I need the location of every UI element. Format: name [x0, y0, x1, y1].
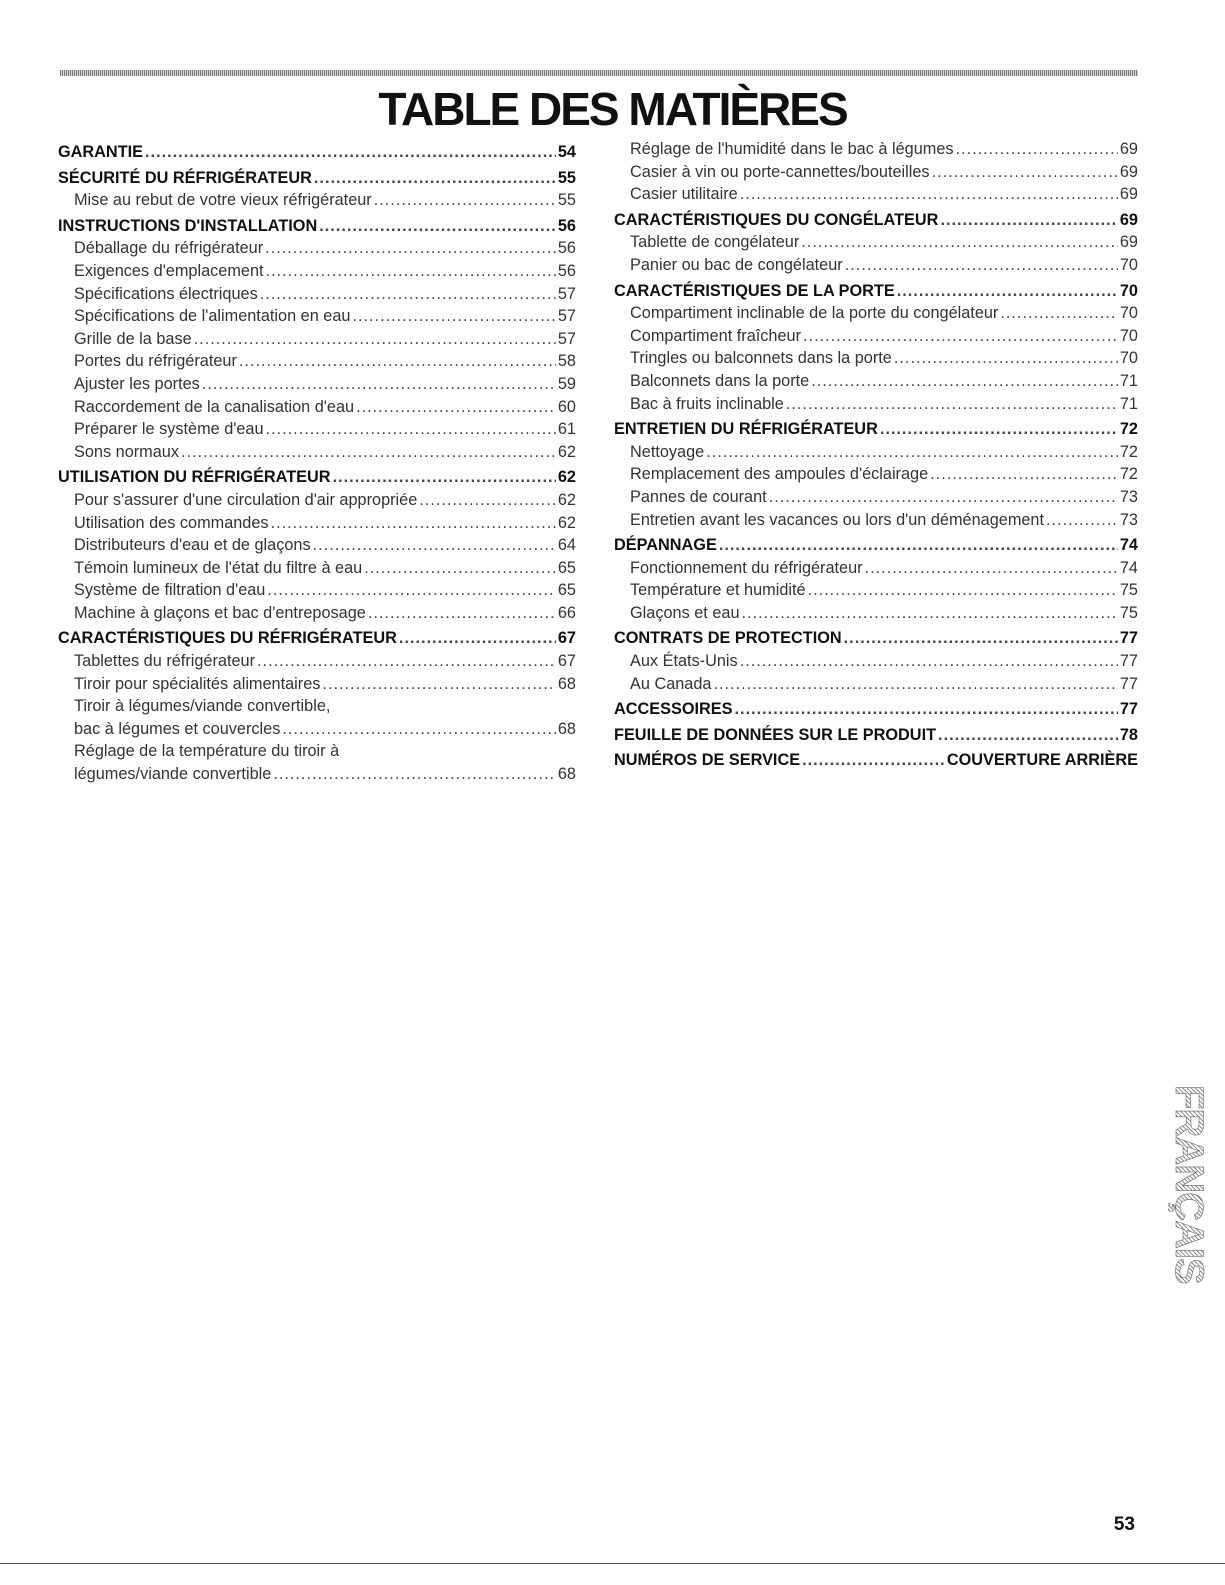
toc-subentry[interactable]	[58, 534, 576, 557]
toc-leader-dots	[333, 466, 556, 489]
toc-section-entry[interactable]	[614, 627, 1138, 650]
toc-entry-label: GARANTIE	[58, 143, 144, 161]
toc-leader-dots	[202, 373, 556, 396]
toc-entry-label: SÉCURITÉ DU RÉFRIGÉRATEUR	[58, 168, 312, 187]
toc-line: Tiroir à légumes/viande convertible,	[74, 697, 331, 716]
toc-entry-page: 56	[557, 239, 576, 258]
toc-entry-page: 69	[1119, 162, 1138, 181]
toc-subentry[interactable]	[58, 512, 576, 535]
toc-entry-label: CARACTÉRISTIQUES DE LA PORTE	[614, 281, 895, 300]
toc-entry-page: 62	[557, 468, 576, 487]
toc-subentry[interactable]	[58, 373, 576, 396]
toc-entry-label: Spécifications de l'alimentation en eau	[74, 307, 351, 326]
toc-leader-dots	[266, 260, 556, 283]
toc-entry-page: 57	[557, 307, 576, 326]
toc-entry-page: 72	[1119, 442, 1138, 461]
toc-subentry[interactable]	[58, 237, 576, 260]
toc-leader-dots	[894, 347, 1118, 370]
toc-subentry[interactable]	[58, 260, 576, 283]
side-language-graphic	[1168, 1085, 1212, 1350]
toc-leader-dots	[271, 512, 556, 535]
toc-entry-page: 70	[1119, 255, 1138, 274]
page-title: TABLE DES MATIÈRES	[378, 83, 847, 135]
toc-entry-page: 74	[1119, 558, 1138, 577]
toc-leader-dots	[364, 557, 556, 580]
toc-leader-dots	[802, 749, 945, 772]
toc-leader-dots	[740, 183, 1118, 206]
toc-leader-dots	[313, 534, 556, 557]
toc-entry-page: 72	[1119, 420, 1138, 439]
toc-leader-dots	[706, 441, 1118, 464]
toc-entry-label: Système de filtration d'eau	[74, 581, 266, 600]
toc-entry-label: Préparer le système d'eau	[74, 420, 264, 439]
toc-leader-dots	[740, 650, 1118, 673]
toc-section-entry[interactable]	[58, 167, 576, 190]
toc-entry-page: 59	[557, 374, 576, 393]
toc-leader-dots	[880, 418, 1118, 441]
toc-entry-label: Mise au rebut de votre vieux réfrigérateur	[74, 191, 372, 210]
toc-entry-page: 73	[1119, 510, 1138, 529]
side-language-label	[1168, 1085, 1212, 1350]
toc-leader-dots	[713, 673, 1117, 696]
toc-entry-page: 55	[557, 168, 576, 187]
toc-subentry[interactable]	[614, 325, 1138, 348]
toc-subentry[interactable]	[58, 418, 576, 441]
toc-entry-label: Raccordement de la canalisation d'eau	[74, 397, 355, 416]
svg-text:FRANÇAIS: FRANÇAIS	[1168, 1085, 1211, 1284]
toc-leader-dots	[181, 441, 556, 464]
toc-leader-dots	[265, 237, 556, 260]
toc-subentry[interactable]	[58, 650, 576, 673]
toc-entry-page: 60	[557, 397, 576, 416]
toc-leader-dots	[282, 718, 556, 741]
toc-entry-page: 74	[1119, 536, 1138, 555]
toc-subentry[interactable]	[58, 489, 576, 512]
toc-leader-dots	[801, 231, 1118, 254]
toc-subentry[interactable]	[58, 673, 576, 696]
toc-entry-label: UTILISATION DU RÉFRIGÉRATEUR	[58, 468, 331, 487]
toc-entry-page: 77	[1119, 700, 1138, 719]
toc-leader-dots	[266, 418, 556, 441]
toc-entry-label: Casier à vin ou porte-cannettes/bouteilles	[630, 162, 930, 181]
toc-entry-page: 77	[1119, 629, 1138, 648]
toc-line: Réglage de la température du tiroir à	[74, 742, 340, 761]
toc-leader-dots	[742, 602, 1118, 625]
toc-entry-page: 57	[557, 329, 576, 348]
toc-entry-page: 73	[1119, 487, 1138, 506]
toc-entry-label: Pour s'assurer d'une circulation d'air appropriée	[74, 490, 418, 509]
toc-entry-page: 68	[557, 765, 576, 784]
toc-entry-page: 61	[557, 420, 576, 439]
toc-entry-page: 71	[1119, 371, 1138, 390]
toc-section-entry[interactable]	[614, 280, 1138, 303]
toc-entry-label: ENTRETIEN DU RÉFRIGÉRATEUR	[614, 420, 878, 439]
toc-leader-dots	[267, 579, 556, 602]
toc-subentry[interactable]	[58, 328, 576, 351]
toc-entry-label: Utilisation des commandes	[74, 513, 269, 532]
toc-subentry[interactable]	[58, 189, 576, 212]
toc-entry-label: Tablettes du réfrigérateur	[74, 652, 256, 671]
toc-leader-dots	[145, 141, 556, 164]
toc-subentry[interactable]	[614, 254, 1138, 277]
toc-entry-page: 58	[557, 352, 576, 371]
toc-subentry[interactable]	[614, 393, 1138, 416]
toc-entry-label: CARACTÉRISTIQUES DU RÉFRIGÉRATEUR	[58, 629, 397, 648]
toc-leader-dots	[374, 189, 556, 212]
toc-leader-dots	[844, 627, 1118, 650]
toc-leader-dots	[356, 396, 556, 419]
toc-entry-label: Tablette de congélateur	[630, 233, 800, 252]
toc-entry-page: 56	[557, 216, 576, 235]
toc-entry-page: 70	[1119, 326, 1138, 345]
toc-leader-dots	[1046, 509, 1118, 532]
toc-subentry[interactable]	[614, 509, 1138, 532]
toc-leader-dots	[1000, 302, 1118, 325]
toc-leader-dots	[419, 489, 556, 512]
toc-leader-dots	[938, 724, 1118, 747]
toc-entry-page: 75	[1119, 603, 1138, 622]
toc-entry-page: 77	[1119, 652, 1138, 671]
toc-entry-label: Remplacement des ampoules d'éclairage	[630, 465, 929, 484]
toc-leader-dots	[314, 167, 556, 190]
top-rule	[60, 70, 1138, 76]
toc-entry-page: 67	[557, 652, 576, 671]
toc-entry-page: 57	[557, 284, 576, 303]
toc-entry-page: 54	[557, 143, 576, 161]
toc-entry-label: Témoin lumineux de l'état du filtre à eau	[74, 558, 363, 577]
toc-entry-label: Tringles ou balconnets dans la porte	[630, 349, 892, 368]
toc-subentry[interactable]	[58, 763, 576, 786]
toc-section-entry[interactable]	[58, 627, 576, 650]
toc-subentry[interactable]	[614, 673, 1138, 696]
toc-entry-label: Aux États-Unis	[630, 652, 738, 671]
toc-entry-page: 70	[1119, 281, 1138, 300]
toc-entry-label: FEUILLE DE DONNÉES SUR LE PRODUIT	[614, 725, 937, 744]
toc-entry-label: Spécifications électriques	[74, 284, 258, 303]
toc-entry-page: 68	[557, 674, 576, 693]
toc-entry-page: 68	[557, 719, 576, 738]
toc-subentry[interactable]	[614, 231, 1138, 254]
toc-entry-label: bac à légumes et couvercles	[74, 719, 281, 738]
toc-entry-page: 66	[557, 603, 576, 622]
toc-leader-dots	[368, 602, 556, 625]
toc-subentry[interactable]	[58, 557, 576, 580]
toc-section-entry[interactable]	[614, 534, 1138, 557]
toc-entry-label: Glaçons et eau	[630, 603, 740, 622]
toc-subentry[interactable]	[58, 283, 576, 306]
bottom-rule	[0, 1563, 1225, 1564]
toc-entry-label: CONTRATS DE PROTECTION	[614, 629, 842, 648]
toc-leader-dots	[930, 463, 1118, 486]
toc-section-entry[interactable]	[614, 209, 1138, 232]
toc-entry-label: Exigences d'emplacement	[74, 261, 264, 280]
toc-subentry[interactable]	[614, 183, 1138, 206]
toc-entry-page: 62	[557, 442, 576, 461]
toc-leader-dots	[932, 161, 1118, 184]
toc-entry-label: Fonctionnement du réfrigérateur	[630, 558, 863, 577]
toc-entry-label: Portes du réfrigérateur	[74, 352, 237, 371]
toc-subentry[interactable]	[614, 557, 1138, 580]
toc-subentry[interactable]	[614, 579, 1138, 602]
toc-leader-dots	[319, 215, 556, 238]
toc-leader-dots	[239, 350, 556, 373]
toc-entry-label: Bac à fruits inclinable	[630, 394, 784, 413]
toc-leader-dots	[811, 370, 1118, 393]
toc-entry-label: Pannes de courant	[630, 487, 767, 506]
toc-subentry[interactable]	[614, 463, 1138, 486]
toc-entry-page: 70	[1119, 349, 1138, 368]
toc-leader-dots	[352, 305, 555, 328]
toc-leader-dots	[865, 557, 1118, 580]
toc-entry-label: Grille de la base	[74, 329, 192, 348]
toc-subentry[interactable]	[58, 350, 576, 373]
toc-entry-page: 56	[557, 261, 576, 280]
toc-entry-label: Ajuster les portes	[74, 374, 200, 393]
toc-subentry[interactable]	[58, 718, 576, 741]
toc-subentry[interactable]	[614, 347, 1138, 370]
toc-entry-page: 67	[557, 629, 576, 648]
toc-entry-label: CARACTÉRISTIQUES DU CONGÉLATEUR	[614, 210, 939, 229]
toc-section-entry[interactable]	[614, 418, 1138, 441]
toc-entry-page: 62	[557, 490, 576, 509]
toc-entry-label: Tiroir pour spécialités alimentaires	[74, 674, 321, 693]
toc-left-column	[58, 138, 576, 786]
toc-leader-dots	[273, 763, 556, 786]
toc-leader-dots	[956, 138, 1118, 161]
toc-entry-label: Température et humidité	[630, 581, 806, 600]
toc-entry-label: Distributeurs d'eau et de glaçons	[74, 536, 311, 555]
toc-entry-label: INSTRUCTIONS D'INSTALLATION	[58, 216, 318, 235]
toc-section-entry[interactable]	[58, 215, 576, 238]
toc-entry-page: 78	[1119, 725, 1138, 744]
toc-subentry[interactable]	[58, 396, 576, 419]
page-number: 53	[1113, 1514, 1135, 1535]
toc-entry-page: 77	[1119, 674, 1138, 693]
toc-leader-dots	[399, 627, 556, 650]
toc-entry-label: Déballage du réfrigérateur	[74, 239, 264, 258]
toc-entry-page: 64	[557, 536, 576, 555]
toc-subentry[interactable]	[614, 486, 1138, 509]
toc-entry-label: NUMÉROS DE SERVICE	[614, 751, 801, 770]
toc-entry-label: Sons normaux	[74, 442, 179, 461]
toc-entry-page: 72	[1119, 465, 1138, 484]
toc-leader-dots	[808, 579, 1118, 602]
toc-leader-dots	[897, 280, 1118, 303]
toc-entry-label: Compartiment fraîcheur	[630, 326, 802, 345]
toc-leader-dots	[257, 650, 556, 673]
toc-leader-dots	[940, 209, 1117, 232]
toc-leader-dots	[260, 283, 556, 306]
toc-leader-dots	[194, 328, 556, 351]
toc-entry-page: 69	[1119, 185, 1138, 204]
toc-leader-dots	[845, 254, 1118, 277]
toc-entry-label: Au Canada	[630, 674, 712, 693]
toc-subentry[interactable]	[58, 579, 576, 602]
toc-entry-page: 55	[557, 191, 576, 210]
toc-entry-label: DÉPANNAGE	[614, 536, 717, 555]
toc-section-entry[interactable]	[614, 724, 1138, 747]
toc-entry-page: COUVERTURE ARRIÈRE	[946, 751, 1138, 770]
toc-subentry[interactable]	[614, 138, 1138, 161]
toc-leader-dots	[735, 698, 1118, 721]
toc-entry-label: Balconnets dans la porte	[630, 371, 810, 390]
toc-entry-label: Compartiment inclinable de la porte du congélateur	[630, 304, 999, 323]
toc-subentry[interactable]	[614, 441, 1138, 464]
toc-entry-label: Entretien avant les vacances ou lors d'un déménagement	[630, 510, 1045, 529]
toc-subentry[interactable]	[614, 161, 1138, 184]
toc-entry-label: ACCESSOIRES	[614, 700, 733, 719]
toc-entry-page: 69	[1119, 140, 1138, 158]
toc-right-column	[614, 138, 1138, 772]
toc-section-entry[interactable]	[614, 698, 1138, 721]
toc-entry-page: 65	[557, 581, 576, 600]
toc-leader-dots	[769, 486, 1118, 509]
toc-subentry[interactable]	[58, 602, 576, 625]
toc-subentry[interactable]	[614, 370, 1138, 393]
toc-entry-label: Casier utilitaire	[630, 185, 738, 204]
toc-entry-label: légumes/viande convertible	[74, 765, 272, 784]
toc-section-entry[interactable]	[58, 141, 576, 164]
toc-subentry[interactable]	[58, 305, 576, 328]
toc-section-entry[interactable]	[58, 466, 576, 489]
toc-entry-page: 75	[1119, 581, 1138, 600]
toc-leader-dots	[719, 534, 1118, 557]
toc-entry-page: 65	[557, 558, 576, 577]
toc-subentry[interactable]	[58, 441, 576, 464]
toc-entry-label: Nettoyage	[630, 442, 705, 461]
toc-subentry[interactable]	[614, 650, 1138, 673]
toc-subentry[interactable]	[614, 302, 1138, 325]
toc-entry-page: 70	[1119, 304, 1138, 323]
toc-leader-dots	[322, 673, 555, 696]
toc-entry-label: Réglage de l'humidité dans le bac à légumes	[630, 140, 954, 158]
toc-leader-dots	[803, 325, 1118, 348]
toc-entry-label: Panier ou bac de congélateur	[630, 255, 843, 274]
toc-entry-label: Machine à glaçons et bac d'entreposage	[74, 603, 366, 622]
toc-leader-dots	[786, 393, 1118, 416]
toc-entry-page: 62	[557, 513, 576, 532]
toc-section-entry[interactable]	[614, 749, 1138, 772]
toc-subentry[interactable]	[614, 602, 1138, 625]
toc-entry-page: 69	[1119, 233, 1138, 252]
toc-entry-page: 71	[1119, 394, 1138, 413]
toc-entry-page: 69	[1119, 210, 1138, 229]
